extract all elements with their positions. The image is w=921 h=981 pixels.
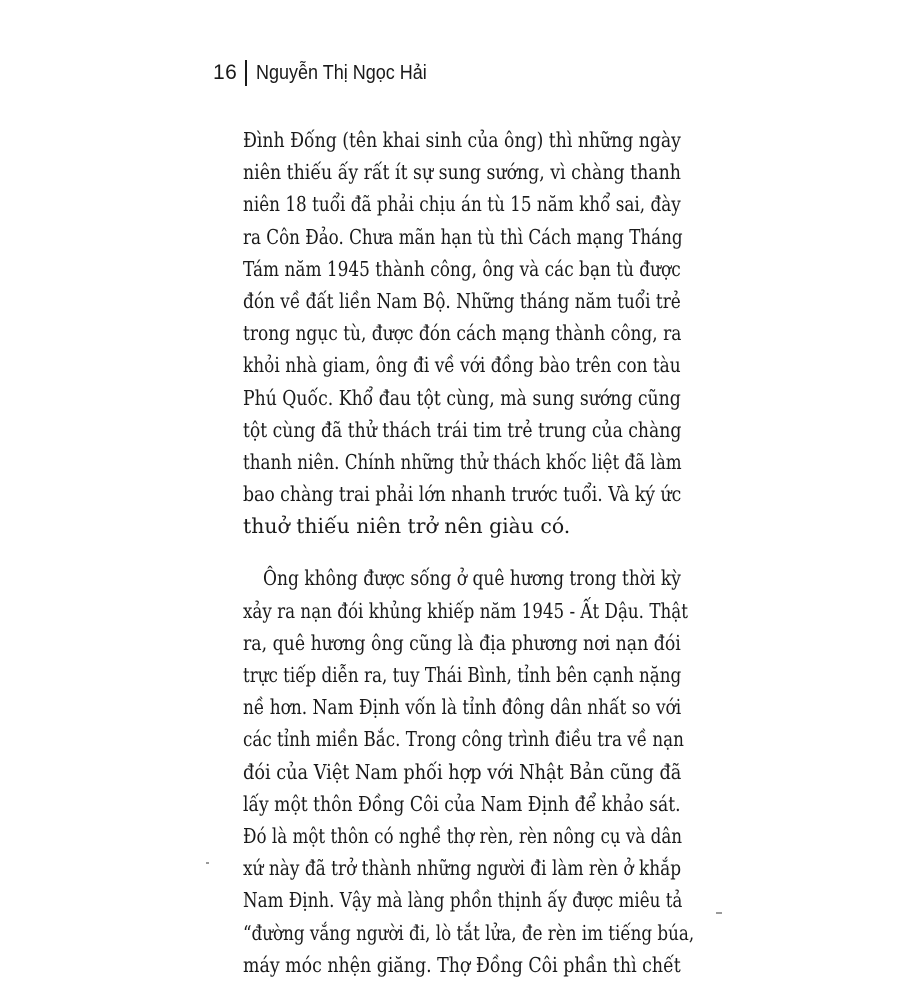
text-line: niên 18 tuổi đã phải chịu án tù 15 năm khổ sai, đày xyxy=(243,192,681,217)
text-line: nề hơn. Nam Định vốn là tỉnh đông dân nhất so với xyxy=(243,695,682,720)
paragraph-1 xyxy=(243,124,681,542)
text-line: Đó là một thôn có nghề thợ rèn, rèn nông cụ và dân xyxy=(243,823,683,848)
text-line: đói của Việt Nam phối hợp với Nhật Bản cũng đã xyxy=(243,759,682,784)
text-line: “đường vắng người đi, lò tắt lửa, đe rèn im tiếng búa, xyxy=(243,920,695,945)
text-line: xứ này đã trở thành những người đi làm rèn ở khắp xyxy=(243,856,682,881)
body-text xyxy=(243,124,695,981)
page-number: 16 xyxy=(213,61,238,84)
text-line: bao chàng trai phải lớn nhanh trước tuổi. Và ký ức xyxy=(243,482,682,507)
text-line: đón về đất liền Nam Bộ. Những tháng năm tuổi trẻ xyxy=(243,288,681,313)
scan-speck xyxy=(716,912,722,914)
text-line: ra, quê hương ông cũng là địa phương nơi nạn đói xyxy=(243,630,681,655)
text-line: thuở thiếu niên trở nên giàu có. xyxy=(243,514,571,539)
text-line: máy móc nhện giăng. Thợ Đồng Côi phần thì chết xyxy=(243,952,681,977)
text-line: Tám năm 1945 thành công, ông và các bạn tù được xyxy=(243,256,681,281)
text-line: Đình Đống (tên khai sinh của ông) thì những ngày xyxy=(243,128,681,152)
paragraph-spacing xyxy=(243,542,681,562)
text-line: Nam Định. Vậy mà làng phồn thịnh ấy được miêu tả xyxy=(243,888,683,913)
header-divider xyxy=(245,60,247,86)
text-line: các tỉnh miền Bắc. Trong công trình điều tra về nạn xyxy=(243,727,684,752)
running-head xyxy=(213,56,446,90)
text-line: lấy một thôn Đồng Côi của Nam Định để khảo sát. xyxy=(243,791,681,816)
text-line: tột cùng đã thử thách trái tim trẻ trung của chàng xyxy=(243,417,682,442)
text-line: khỏi nhà giam, ông đi về với đồng bào trên con tàu xyxy=(243,353,681,378)
text-line: ra Côn Đảo. Chưa mãn hạn tù thì Cách mạng Tháng xyxy=(243,224,683,249)
text-line: thanh niên. Chính những thử thách khốc liệt đã làm xyxy=(243,449,682,474)
text-line: Ông không được sống ở quê hương trong thời kỳ xyxy=(263,566,681,591)
paragraph-2 xyxy=(243,562,695,980)
scan-speck xyxy=(206,862,209,864)
text-line: niên thiếu ấy rất ít sự sung sướng, vì chàng thanh xyxy=(243,160,681,185)
text-line: trực tiếp diễn ra, tuy Thái Bình, tỉnh bên cạnh nặng xyxy=(243,663,682,687)
text-line: xảy ra nạn đói khủng khiếp năm 1945 - Ất Dậu. Thật xyxy=(243,598,688,623)
text-line: Phú Quốc. Khổ đau tột cùng, mà sung sướng cũng xyxy=(243,385,681,410)
author-name: Nguyễn Thị Ngọc Hải xyxy=(255,61,427,84)
text-line: trong ngục tù, được đón cách mạng thành công, ra xyxy=(243,321,682,346)
